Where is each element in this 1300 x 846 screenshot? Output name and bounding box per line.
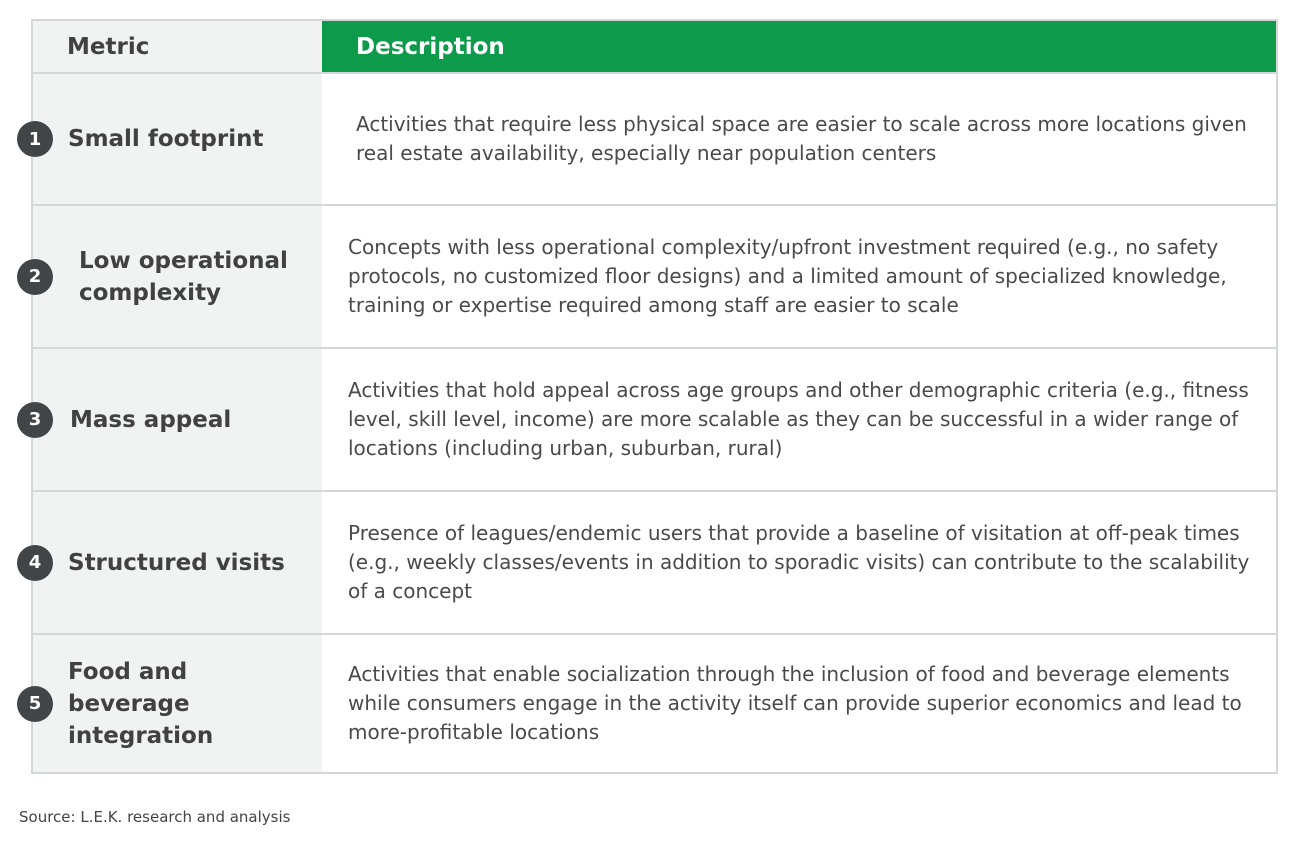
table-row	[28, 349, 1276, 492]
metrics-table	[28, 19, 1278, 774]
row-description: Activities that enable socialization through the inclusion of food and beverage elements while consumers engage in the activity itself can provide superior economics and lead to more-profitable locations	[348, 662, 1242, 744]
row-number-badge: 2	[17, 259, 53, 295]
table-row	[28, 206, 1276, 349]
table-row	[28, 492, 1276, 635]
row-number-badge: 1	[17, 121, 53, 157]
row-metric: Mass appeal	[33, 349, 322, 490]
source-note: Source: L.E.K. research and analysis	[19, 808, 291, 826]
header-description: Description	[322, 21, 1276, 72]
row-description: Presence of leagues/endemic users that provide a baseline of visitation at off-peak times (e.g., weekly classes/events in addition to sporadic visits) can contribute to the scalability of a concept	[348, 521, 1250, 603]
header-metric: Metric	[33, 21, 322, 72]
row-description: Activities that require less physical space are easier to scale across more locations given real estate availability, especially near population centers	[356, 112, 1247, 165]
row-description: Activities that hold appeal across age groups and other demographic criteria (e.g., fitness level, skill level, income) are more scalable as they can be successful in a wider range of locations (including urban, suburban, rural)	[348, 378, 1249, 460]
row-number-badge: 5	[17, 686, 53, 722]
row-description: Concepts with less operational complexity/upfront investment required (e.g., no safety protocols, no customized floor designs) and a limited amount of specialized knowledge, training or expertise required among staff are easier to scale	[348, 235, 1227, 317]
row-metric: Structured visits	[33, 492, 322, 633]
row-metric: Low operational complexity	[33, 206, 322, 347]
row-metric: Small footprint	[33, 74, 322, 204]
row-number-badge: 4	[17, 545, 53, 581]
row-metric: Food and beverage integration	[33, 635, 322, 772]
table-row	[28, 635, 1276, 772]
table-row	[28, 74, 1276, 206]
row-number-badge: 3	[17, 402, 53, 438]
table-header	[33, 21, 1276, 74]
